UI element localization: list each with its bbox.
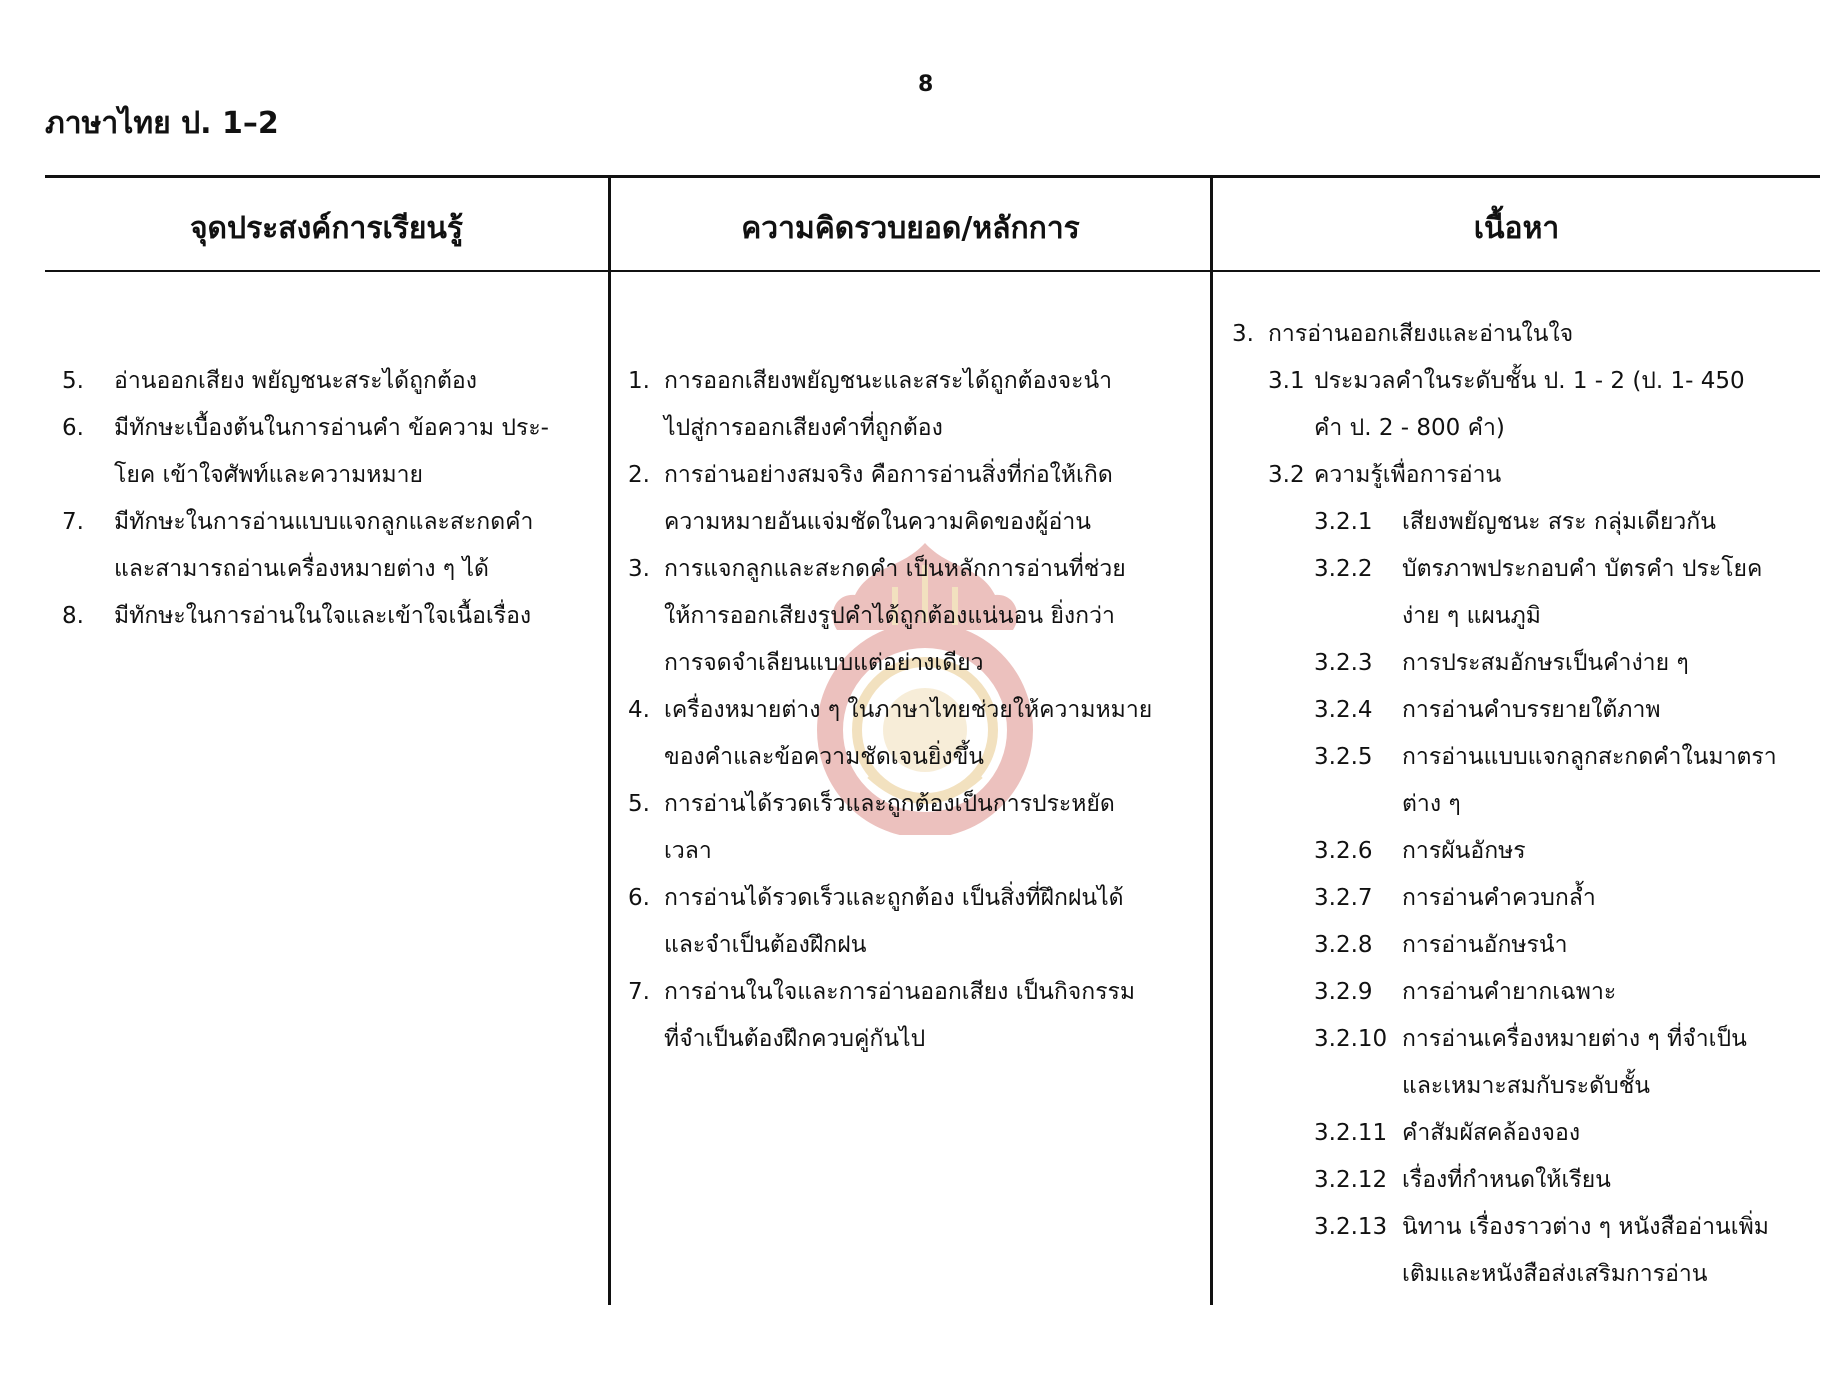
item-number: 7. xyxy=(628,979,650,1005)
item-number: 3.2.5 xyxy=(1314,744,1373,770)
item-number: 3.2.10 xyxy=(1314,1026,1388,1052)
item-text-continued: และจำเป็นต้องฝึกฝน xyxy=(664,932,867,958)
item-number: 4. xyxy=(628,697,650,723)
page-number: 8 xyxy=(918,72,934,97)
item-text-continued: และสามารถอ่านเครื่องหมายต่าง ๆ ได้ xyxy=(114,556,489,582)
table-top-rule xyxy=(45,175,1820,178)
item-text: การอ่านในใจและการอ่านออกเสียง เป็นกิจกรรม xyxy=(664,979,1136,1005)
item-text: การแจกลูกและสะกดคำ เป็นหลักการอ่านที่ช่วย xyxy=(664,556,1126,582)
item-number: 3.2.13 xyxy=(1314,1214,1388,1240)
item-text: การอ่านคำควบกล้ำ xyxy=(1402,885,1596,911)
item-text-continued: และเหมาะสมกับระดับชั้น xyxy=(1402,1073,1651,1099)
item-number: 3.2.7 xyxy=(1314,885,1373,911)
subject-title: ภาษาไทย ป. 1–2 xyxy=(45,106,279,141)
item-text-continued: ต่าง ๆ xyxy=(1402,791,1461,817)
item-number: 1. xyxy=(628,368,650,394)
item-number: 3.2.11 xyxy=(1314,1120,1388,1146)
item-number: 7. xyxy=(62,509,84,535)
item-text: เครื่องหมายต่าง ๆ ในภาษาไทยช่วยให้ความหมาย xyxy=(664,697,1153,723)
item-text: มีทักษะในการอ่านในใจและเข้าใจเนื้อเรื่อง xyxy=(114,603,532,629)
subsection-text-continued: คำ ป. 2 - 800 คำ) xyxy=(1314,415,1505,441)
section-heading: การอ่านออกเสียงและอ่านในใจ xyxy=(1268,321,1574,347)
item-number: 8. xyxy=(62,603,84,629)
item-text-continued: ที่จำเป็นต้องฝึกควบคู่กันไป xyxy=(664,1026,926,1052)
column-header-concepts: ความคิดรวบยอด/หลักการ xyxy=(741,211,1080,246)
item-text: นิทาน เรื่องราวต่าง ๆ หนังสืออ่านเพิ่ม xyxy=(1402,1214,1769,1240)
item-text: การประสมอักษรเป็นคำง่าย ๆ xyxy=(1402,650,1689,676)
item-text: เสียงพยัญชนะ สระ กลุ่มเดียวกัน xyxy=(1402,509,1716,535)
item-number: 3.2.8 xyxy=(1314,932,1373,958)
subsection-number: 3.1 xyxy=(1268,368,1305,394)
column-divider-1 xyxy=(608,175,611,1305)
item-number: 6. xyxy=(62,415,84,441)
subsection-text: ประมวลคำในระดับชั้น ป. 1 - 2 (ป. 1- 450 xyxy=(1314,368,1745,394)
item-number: 5. xyxy=(62,368,84,394)
item-text: มีทักษะเบื้องต้นในการอ่านคำ ข้อความ ประ- xyxy=(114,415,549,441)
item-text: มีทักษะในการอ่านแบบแจกลูกและสะกดคำ xyxy=(114,509,534,535)
item-number: 3.2.6 xyxy=(1314,838,1373,864)
item-number: 6. xyxy=(628,885,650,911)
item-text: อ่านออกเสียง พยัญชนะสระได้ถูกต้อง xyxy=(114,368,477,394)
item-text: การอ่านได้รวดเร็วและถูกต้องเป็นการประหยัด xyxy=(664,791,1115,817)
item-text-continued: โยค เข้าใจศัพท์และความหมาย xyxy=(114,462,424,488)
item-text: การอ่านคำบรรยายใต้ภาพ xyxy=(1402,697,1661,723)
item-text: การอ่านอักษรนำ xyxy=(1402,932,1568,958)
item-number: 3.2.3 xyxy=(1314,650,1373,676)
item-text-continued: ไปสู่การออกเสียงคำที่ถูกต้อง xyxy=(664,415,943,441)
subsection-number: 3.2 xyxy=(1268,462,1305,488)
item-text-continued: ให้การออกเสียงรูปคำได้ถูกต้องแน่นอน ยิ่งกว่า xyxy=(664,603,1115,629)
column-divider-2 xyxy=(1210,175,1213,1305)
section-number: 3. xyxy=(1232,321,1254,347)
item-text: การอ่านได้รวดเร็วและถูกต้อง เป็นสิ่งที่ฝึกฝนได้ xyxy=(664,885,1124,911)
item-number: 3.2.2 xyxy=(1314,556,1373,582)
item-text: การออกเสียงพยัญชนะและสระได้ถูกต้องจะนำ xyxy=(664,368,1113,394)
table-header-rule xyxy=(45,270,1820,272)
item-text-continued: เวลา xyxy=(664,838,712,864)
item-text-continued: ง่าย ๆ แผนภูมิ xyxy=(1402,603,1541,629)
item-text: การอ่านเครื่องหมายต่าง ๆ ที่จำเป็น xyxy=(1402,1026,1747,1052)
item-text: การอ่านอย่างสมจริง คือการอ่านสิ่งที่ก่อให้เกิด xyxy=(664,462,1113,488)
item-text: คำสัมผัสคล้องจอง xyxy=(1402,1120,1581,1146)
subsection-text: ความรู้เพื่อการอ่าน xyxy=(1314,462,1502,488)
item-number: 3.2.1 xyxy=(1314,509,1373,535)
item-text-continued: การจดจำเลียนแบบแต่อย่างเดียว xyxy=(664,650,984,676)
column-header-objectives: จุดประสงค์การเรียนรู้ xyxy=(189,211,464,246)
item-text-continued: เติมและหนังสือส่งเสริมการอ่าน xyxy=(1402,1261,1708,1287)
item-text-continued: ของคำและข้อความชัดเจนยิ่งขึ้น xyxy=(664,744,985,770)
item-text: การอ่านคำยากเฉพาะ xyxy=(1402,979,1617,1005)
item-text: เรื่องที่กำหนดให้เรียน xyxy=(1402,1167,1611,1193)
item-text: การอ่านแบบแจกลูกสะกดคำในมาตรา xyxy=(1402,744,1777,770)
item-number: 5. xyxy=(628,791,650,817)
item-number: 3.2.12 xyxy=(1314,1167,1388,1193)
item-text: การผันอักษร xyxy=(1402,838,1526,864)
item-text: บัตรภาพประกอบคำ บัตรคำ ประโยค xyxy=(1402,556,1763,582)
item-text-continued: ความหมายอันแจ่มชัดในความคิดของผู้อ่าน xyxy=(664,509,1091,535)
item-number: 3.2.9 xyxy=(1314,979,1373,1005)
item-number: 2. xyxy=(628,462,650,488)
column-header-content: เนื้อหา xyxy=(1473,211,1560,246)
item-number: 3.2.4 xyxy=(1314,697,1373,723)
item-number: 3. xyxy=(628,556,650,582)
